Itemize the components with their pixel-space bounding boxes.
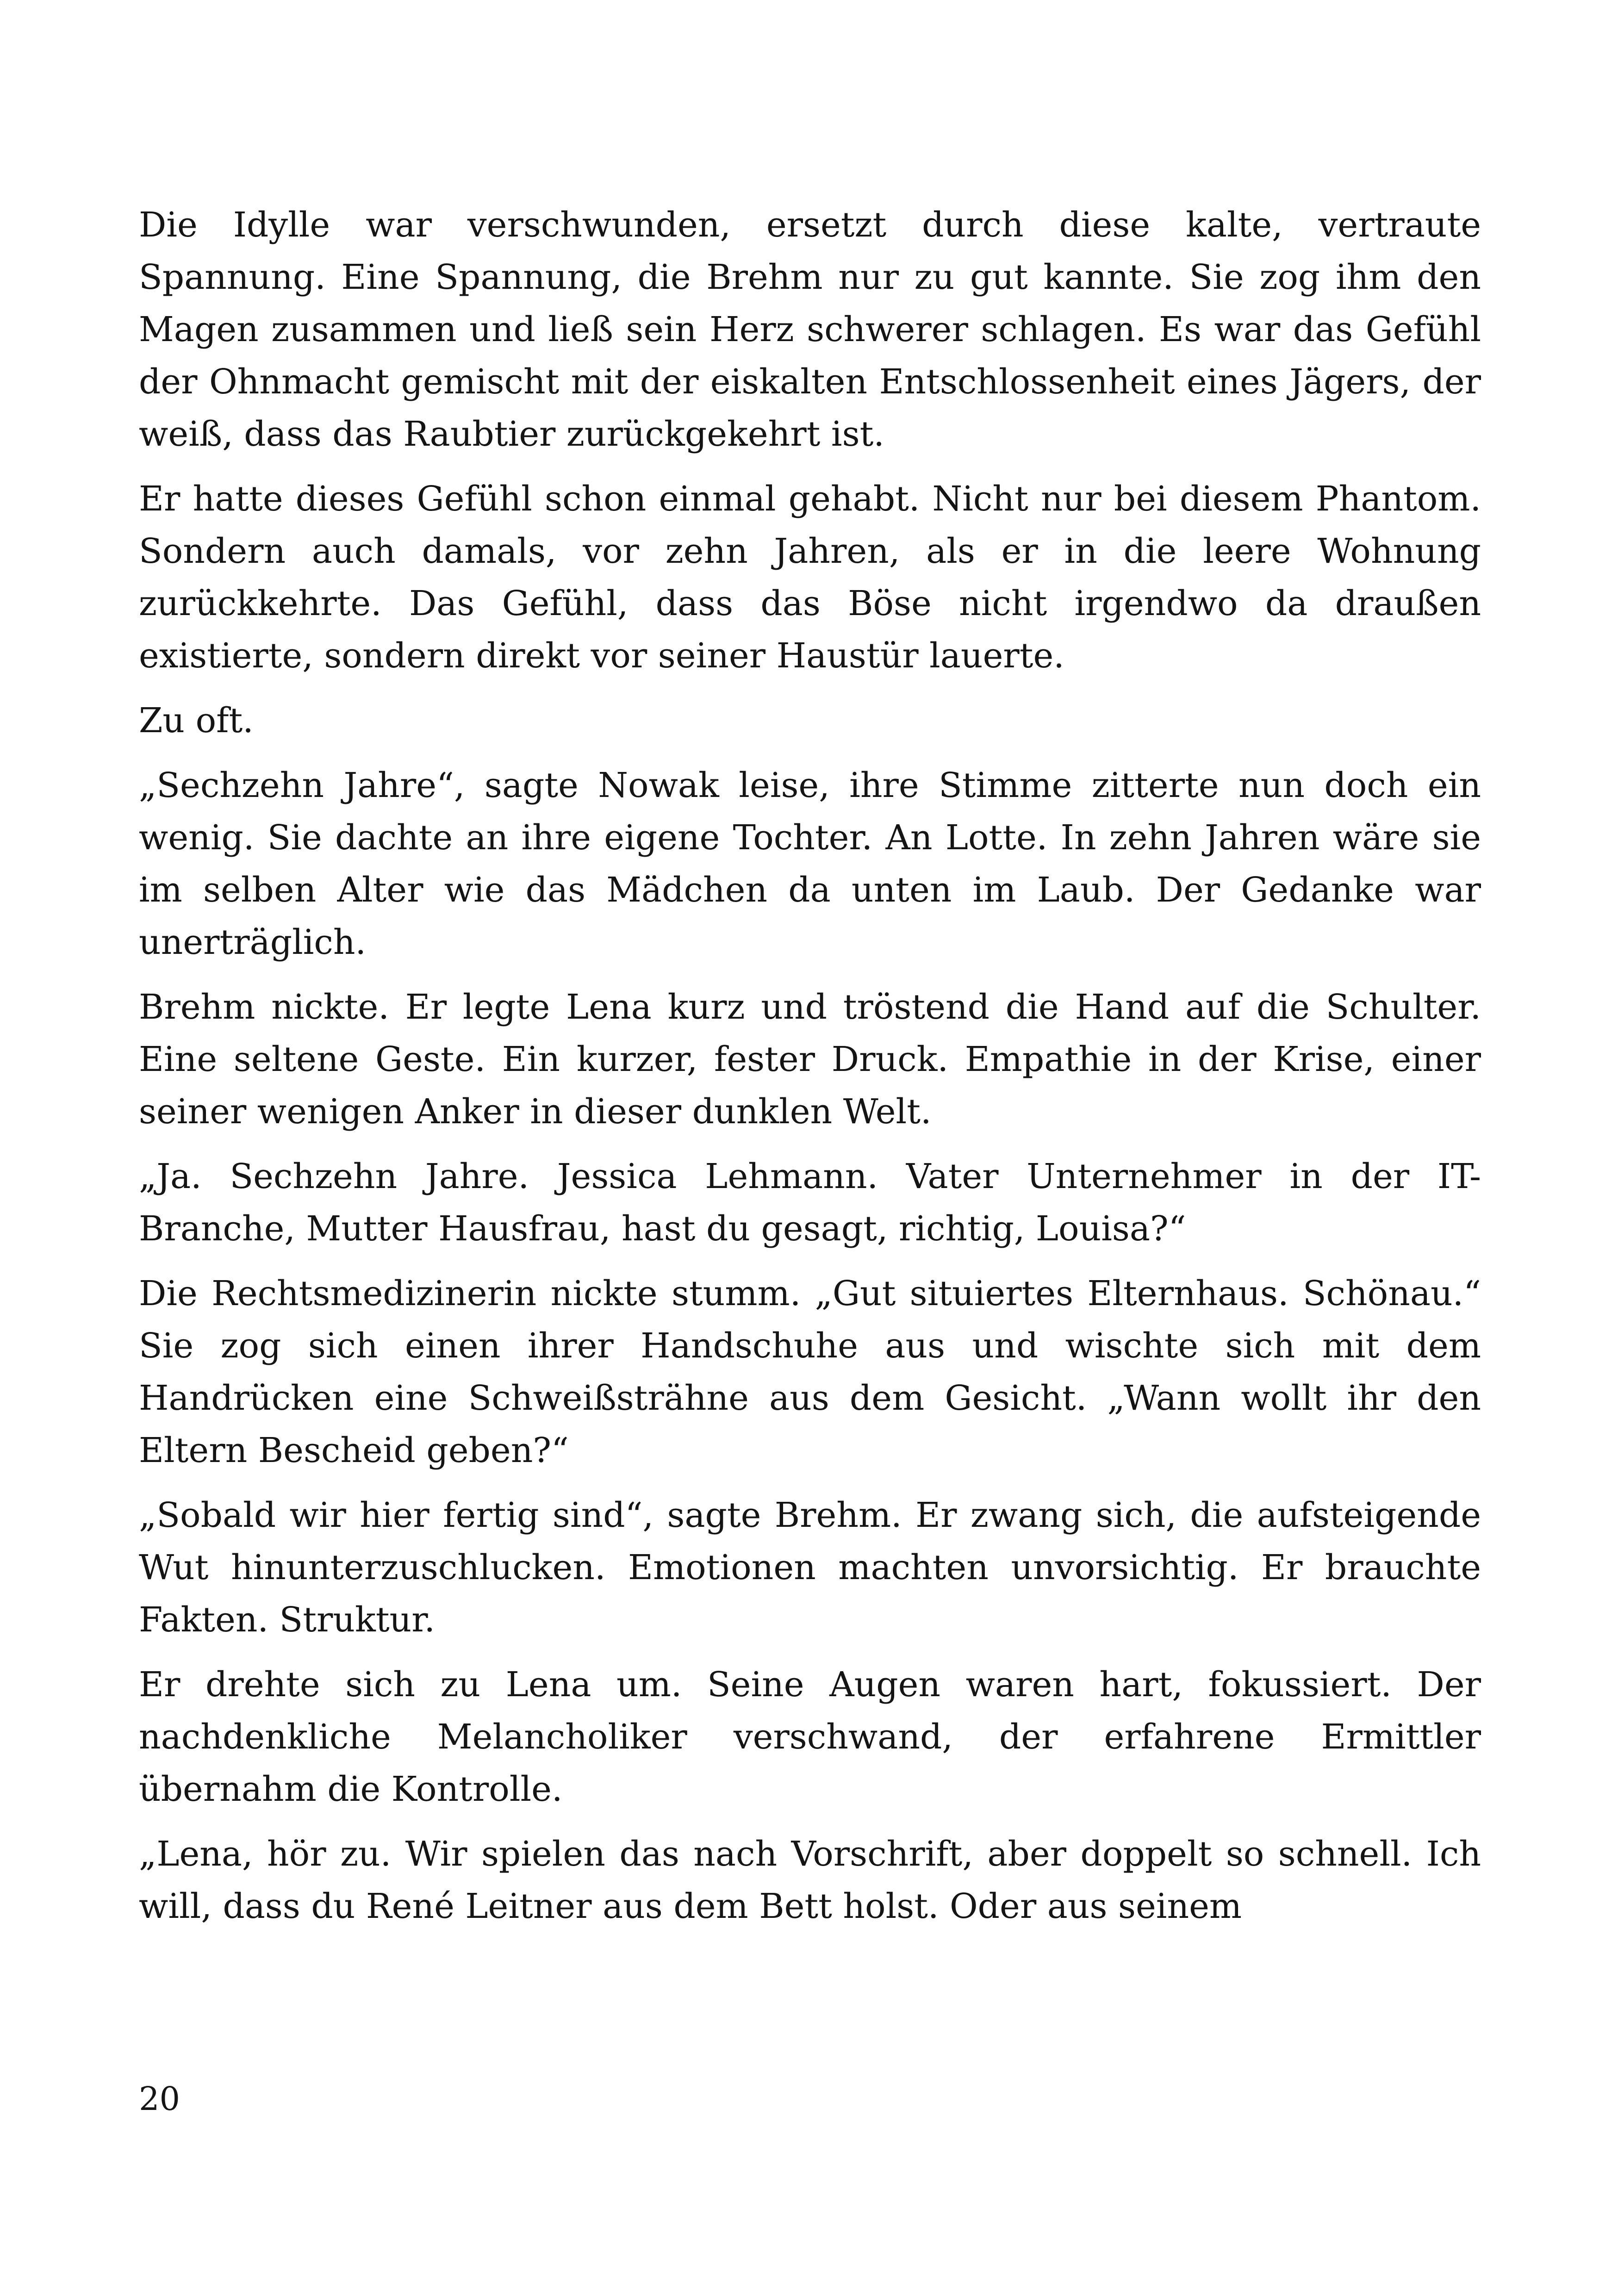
paragraph-8: „Sobald wir hier fertig sind“, sagte Brehm. Er zwang sich, die aufsteigende Wut hinunterzuschlucken. Emotionen machten unvorsichtig. Er brauchte Fakten. Struktur. (139, 1495, 1481, 1640)
page-number: 20 (139, 2080, 180, 2118)
paragraph-6: „Ja. Sechzehn Jahre. Jessica Lehmann. Vater Unternehmer in der IT-Branche, Mutter Hausfrau, hast du gesagt, richtig, Louisa?“ (139, 1157, 1481, 1249)
paragraph-2: Er hatte dieses Gefühl schon einmal gehabt. Nicht nur bei diesem Phantom. Sondern auch damals, vor zehn Jahren, als er in die leere Wohnung zurückkehrte. Das Gefühl, dass das Böse nicht irgendwo da draußen existierte, sondern direkt vor seiner Haustür lauerte. (139, 479, 1481, 676)
paragraph-9: Er drehte sich zu Lena um. Seine Augen waren hart, fokussiert. Der nachdenkliche Melancholiker verschwand, der erfahrene Ermittler übernahm die Kontrolle. (139, 1665, 1481, 1809)
paragraph-3: Zu oft. (139, 701, 254, 740)
body-text (139, 199, 1481, 1945)
paragraph-5: Brehm nickte. Er legte Lena kurz und tröstend die Hand auf die Schulter. Eine seltene Geste. Ein kurzer, fester Druck. Empathie in der Krise, einer seiner wenigen Anker in dieser dunklen Welt. (139, 987, 1481, 1132)
paragraph-1: Die Idylle war verschwunden, ersetzt durch diese kalte, vertraute Spannung. Eine Spannung, die Brehm nur zu gut kannte. Sie zog ihm den Magen zusammen und ließ sein Herz schwerer schlagen. Es war das Gefühl der Ohnmacht gemischt mit der eiskalten Entschlossenheit eines Jägers, der weiß, dass das Raubtier zurückgekehrt ist. (139, 205, 1481, 454)
paragraph-4: „Sechzehn Jahre“, sagte Nowak leise, ihre Stimme zitterte nun doch ein wenig. Sie dachte an ihre eigene Tochter. An Lotte. In zehn Jahren wäre sie im selben Alter wie das Mädchen da unten im Laub. Der Gedanke war unerträglich. (139, 765, 1481, 962)
paragraph-10: „Lena, hör zu. Wir spielen das nach Vorschrift, aber doppelt so schnell. Ich will, dass du René Leitner aus dem Bett holst. Oder aus seinem (139, 1834, 1481, 1926)
paragraph-7: Die Rechtsmedizinerin nickte stumm. „Gut situiertes Elternhaus. Schönau.“ Sie zog sich einen ihrer Handschuhe aus und wischte sich mit dem Handrücken eine Schweißsträhne aus dem Gesicht. „Wann wollt ihr den Eltern Bescheid geben?“ (139, 1274, 1481, 1470)
